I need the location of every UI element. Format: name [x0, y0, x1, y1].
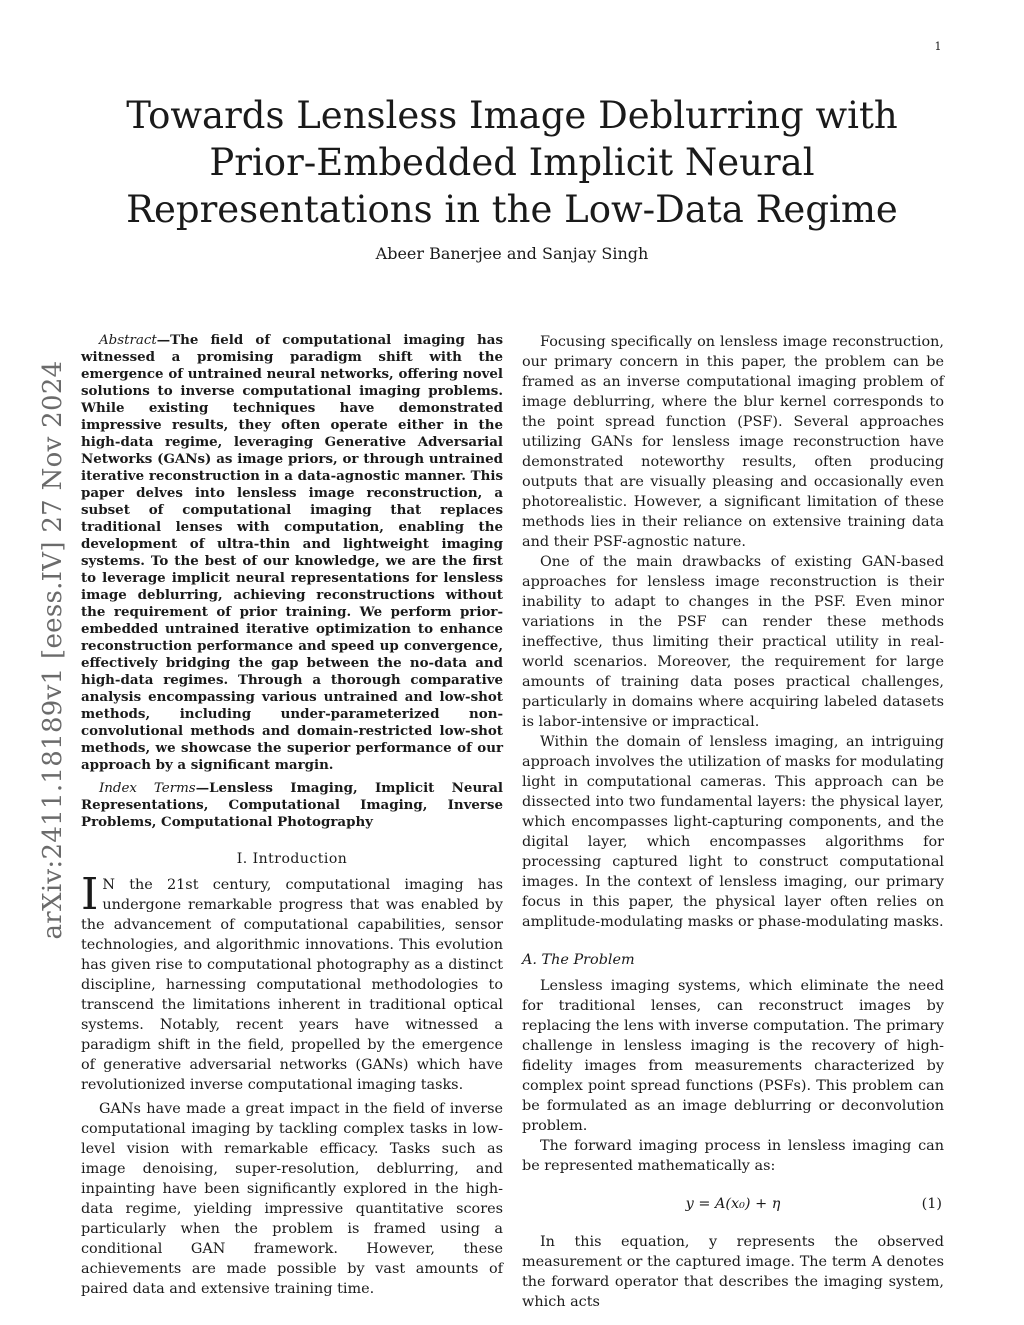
paper-authors: Abeer Banerjee and Sanjay Singh: [375, 244, 649, 263]
right-paragraph-4: Lensless imaging systems, which eliminate the need for traditional lenses, can reconstruct images by replacing the lens with inverse computation. The primary challenge in lensless imaging is the recovery of high-fidelity images from measurements characterized by complex point spread functions (PSFs). This problem can be formulated as an image deblurring or deconvolution problem.: [522, 978, 944, 1134]
dropcap-letter: I: [81, 869, 99, 920]
equation-1: [522, 1184, 944, 1224]
abstract-label: Abstract: [99, 333, 157, 348]
arxiv-sidebar-stamp: [38, 350, 68, 950]
intro-paragraph-1: [81, 869, 503, 1095]
index-terms-text: Lensless Imaging, Implicit Neural Representations, Computational Imaging, Inverse Problems, Computational Photography: [81, 780, 503, 830]
intro-paragraph-1-text: N the 21st century, computational imaging has undergone remarkable progress that was enabled by the advancement of computational capabilities, sensor technologies, and algorithmic innovations. This evolution has given rise to computational photography as a distinct discipline, harnessing computational methodologies to transcend the limitations inherent in traditional optical systems. Notably, recent years have witnessed a paradigm shift in the field, propelled by the emergence of generative adversarial networks (GANs) which have revolutionized inverse computational imaging tasks.: [81, 877, 503, 1093]
right-column: [522, 332, 944, 1312]
equation-body: y = A(x₀) + η: [685, 1196, 781, 1212]
abstract-text: The field of computational imaging has witnessed a promising paradigm shift with the emergence of untrained neural networks, offering novel solutions to inverse computational imaging problems. While existing techniques have demonstrated impressive results, they often operate either in the high-data regime, leveraging Generative Adversarial Networks (GANs) as image priors, or through untrained iterative reconstruction in a data-agnostic manner. This paper delves into lensless image reconstruction, a subset of computational imaging that replaces traditional lenses with computation, enabling the development of ultra-thin and lightweight imaging systems. To the best of our knowledge, we are the first to leverage implicit neural representations for lensless image deblurring, achieving reconstructions without the requirement of prior training. We perform prior-embedded untrained iterative optimization to enhance reconstruction performance and speed up convergence, effectively bridging the gap between the no-data and high-data regimes. Through a thorough comparative analysis encompassing various untrained and low-shot methods, including under-parameterized non-convolutional methods and domain-restricted low-shot methods, we showcase the superior performance of our approach by a significant margin.: [81, 332, 503, 773]
intro-paragraph-2: GANs have made a great impact in the field of inverse computational imaging by tackling complex tasks in low-level vision with remarkable efficacy. Tasks such as image denoising, super-resolution, deblurring, and inpainting have been significantly explored in the high-data regime, yielding impressive quantitative scores particularly when the problem is framed using a conditional GAN framework. However, these achievements are made possible by vast amounts of paired data and extensive training time.: [81, 1101, 503, 1297]
right-paragraph-2: One of the main drawbacks of existing GAN-based approaches for lensless image reconstruction is their inability to adapt to changes in the PSF. Even minor variations in the PSF can render these methods ineffective, thus limiting their practical utility in real-world scenarios. Moreover, the requirement for large amounts of training data poses practical challenges, particularly in domains where acquiring labeled datasets is labor-intensive or impractical.: [522, 554, 944, 730]
section-heading-introduction: I. Introduction: [236, 851, 348, 867]
index-terms-label: Index Terms: [99, 781, 196, 796]
left-column: [81, 332, 503, 1299]
arxiv-identifier: arXiv:2411.18189v1 [eess.IV] 27 Nov 2024: [38, 360, 68, 940]
subsection-heading-problem: A. The Problem: [522, 952, 635, 968]
index-terms: Index Terms—Lensless Imaging, Implicit Neural Representations, Computational Imaging, Inverse Problems, Computational Photography: [81, 780, 503, 830]
right-paragraph-1: Focusing specifically on lensless image reconstruction, our primary concern in this paper, the problem can be framed as an inverse computational imaging problem of image deblurring, where the blur kernel corresponds to the point spread function (PSF). Several approaches utilizing GANs for lensless image reconstruction have demonstrated noteworthy results, often producing outputs that are visually pleasing and occasionally even photorealistic. However, a significant limitation of these methods lies in their reliance on extensive training data and their PSF-agnostic nature.: [522, 334, 944, 550]
equation-number: (1): [921, 1196, 942, 1212]
right-paragraph-3: Within the domain of lensless imaging, an intriguing approach involves the utilization of masks for modulating light in computational cameras. This approach can be dissected into two fundamental layers: the physical layer, which encompasses light-capturing components, and the digital layer, which encompasses algorithms for processing captured light to construct computational images. In the context of lensless imaging, our primary focus in this paper, the physical layer often relies on amplitude-modulating masks or phase-modulating masks.: [522, 734, 944, 930]
abstract: Abstract—The field of computational imaging has witnessed a promising paradigm shift with the emergence of untrained neural networks, offering novel solutions to inverse computational imaging problems. While existing techniques have demonstrated impressive results, they often operate either in the high-data regime, leveraging Generative Adversarial Networks (GANs) as image priors, or through untrained iterative reconstruction in a data-agnostic manner. This paper delves into lensless image reconstruction, a subset of computational imaging that replaces traditional lenses with computation, enabling the development of ultra-thin and lightweight imaging systems. To the best of our knowledge, we are the first to leverage implicit neural representations for lensless image deblurring, achieving reconstructions without the requirement of prior training. We perform prior-embedded untrained iterative optimization to enhance reconstruction performance and speed up convergence, effectively bridging the gap between the no-data and high-data regimes. Through a thorough comparative analysis encompassing various untrained and low-shot methods, including under-parameterized non-convolutional methods and domain-restricted low-shot methods, we showcase the superior performance of our approach by a significant margin.: [81, 332, 503, 773]
page-number: 1: [934, 40, 942, 53]
paper-title: Towards Lensless Image Deblurring with Prior-Embedded Implicit Neural Representations in the Low-Data Regime: [126, 94, 898, 231]
right-paragraph-5: The forward imaging process in lensless imaging can be represented mathematically as:: [522, 1138, 944, 1174]
right-paragraph-6: In this equation, y represents the observed measurement or the captured image. The term A denotes the forward operator that describes the imaging system, which acts: [522, 1234, 944, 1310]
